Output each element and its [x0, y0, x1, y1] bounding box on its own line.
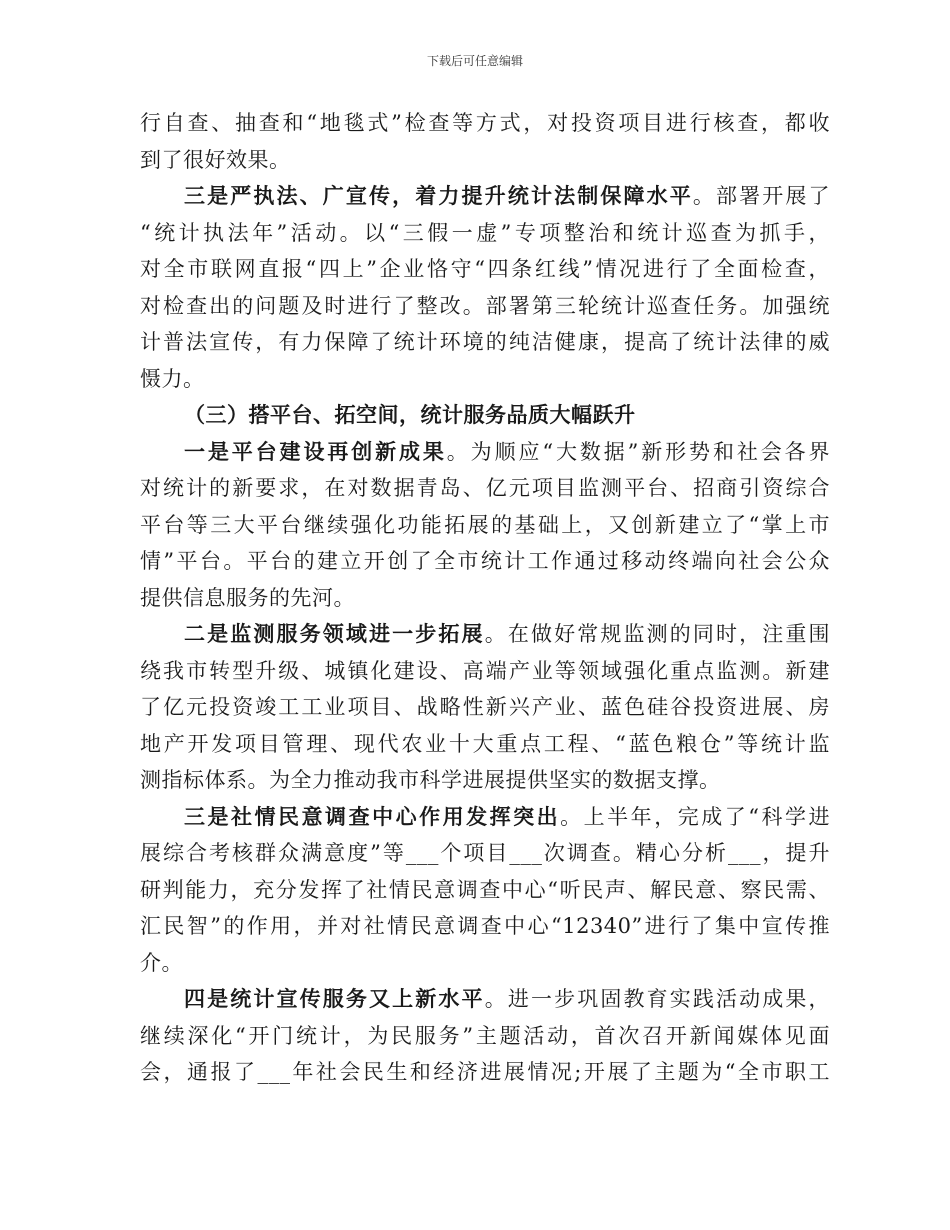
bold-lead: 三是社情民意调查中心作用发挥突出	[184, 803, 561, 829]
text-line: 对全市联网直报“四上”企业恪守“四条红线”情况进行了全面检查，	[140, 257, 830, 281]
text-line: 地产开发项目管理、现代农业十大重点工程、“蓝色粮仓”等统计监	[140, 731, 830, 756]
text-line: 介。	[140, 950, 183, 975]
text-line: 计普法宣传，有力保障了统计环境的纯洁健康，提高了统计法律的威	[140, 330, 830, 354]
bold-lead: 三是严执法、广宣传，着力提升统计法制保障水平	[184, 183, 693, 208]
line-rest: 。上半年，完成了“科学进	[560, 804, 830, 829]
text-line: 行自查、抽查和“地毯式”检查等方式，对投资项目进行核查，都收	[140, 111, 830, 135]
text-line	[140, 434, 830, 471]
text-line: “统计执法年”活动。以“三假一虚”专项整治和统计巡查为抓手，	[140, 220, 830, 245]
text-line: 平台等三大平台继续强化功能拓展的基础上，又创新建立了“掌上市	[140, 512, 830, 537]
text-line: 提供信息服务的先河。	[140, 585, 355, 610]
text-line: 对检查出的问题及时进行了整改。部署第三轮统计巡查任务。加强统	[140, 293, 830, 318]
text-line	[140, 799, 830, 836]
text-line	[140, 616, 830, 653]
text-line: 继续深化“开门统计，为民服务”主题活动，首次召开新闻媒体见面	[140, 1023, 830, 1048]
text-line: 情”平台。平台的建立开创了全市统计工作通过移动终端向社会公众	[140, 549, 830, 573]
text-line: 到了很好效果。	[140, 147, 291, 172]
bold-lead: 一是平台建设再创新成果	[184, 438, 447, 464]
text-line: 绕我市转型升级、城镇化建设、高端产业等领域强化重点监测。新建	[140, 658, 830, 683]
bold-lead: 四是统计宣传服务又上新水平	[184, 986, 485, 1011]
bold-lead: 二是监测服务领域进一步拓展	[184, 621, 485, 646]
text-line: 慑力。	[140, 366, 205, 391]
line-rest: 。进一步巩固教育实践活动成果，	[484, 987, 831, 1011]
section-heading: （三）搭平台、拓空间，统计服务品质大幅跃升	[184, 402, 636, 427]
text-line: 展综合考核群众满意度”等___个项目___次调查。精心分析___，提升	[140, 841, 830, 865]
text-line	[140, 178, 830, 215]
page-header: 下载后可任意编辑	[426, 54, 523, 68]
text-line: 会，通报了___年社会民生和经济进展情况;开展了主题为“全市职工	[140, 1060, 830, 1084]
text-line: 研判能力，充分发挥了社情民意调查中心“听民声、解民意、察民需、	[140, 877, 830, 902]
document-body	[140, 105, 830, 1091]
text-line: 汇民智”的作用，并对社情民意调查中心“12340”进行了集中宣传推	[140, 914, 830, 938]
line-rest: 。部署开展了	[692, 184, 831, 208]
text-line: 了亿元投资竣工工业项目、战略性新兴产业、蓝色硅谷投资进展、房	[140, 695, 830, 719]
text-line: 测指标体系。为全力推动我市科学进展提供坚实的数据支撑。	[140, 768, 721, 792]
text-line: 对统计的新要求，在对数据青岛、亿元项目监测平台、招商引资综合	[140, 476, 830, 500]
line-rest: 。在做好常规监测的同时，注重围	[484, 622, 831, 646]
line-rest: 。为顺应“大数据”新形势和社会各界	[446, 439, 830, 464]
text-line	[140, 981, 830, 1018]
